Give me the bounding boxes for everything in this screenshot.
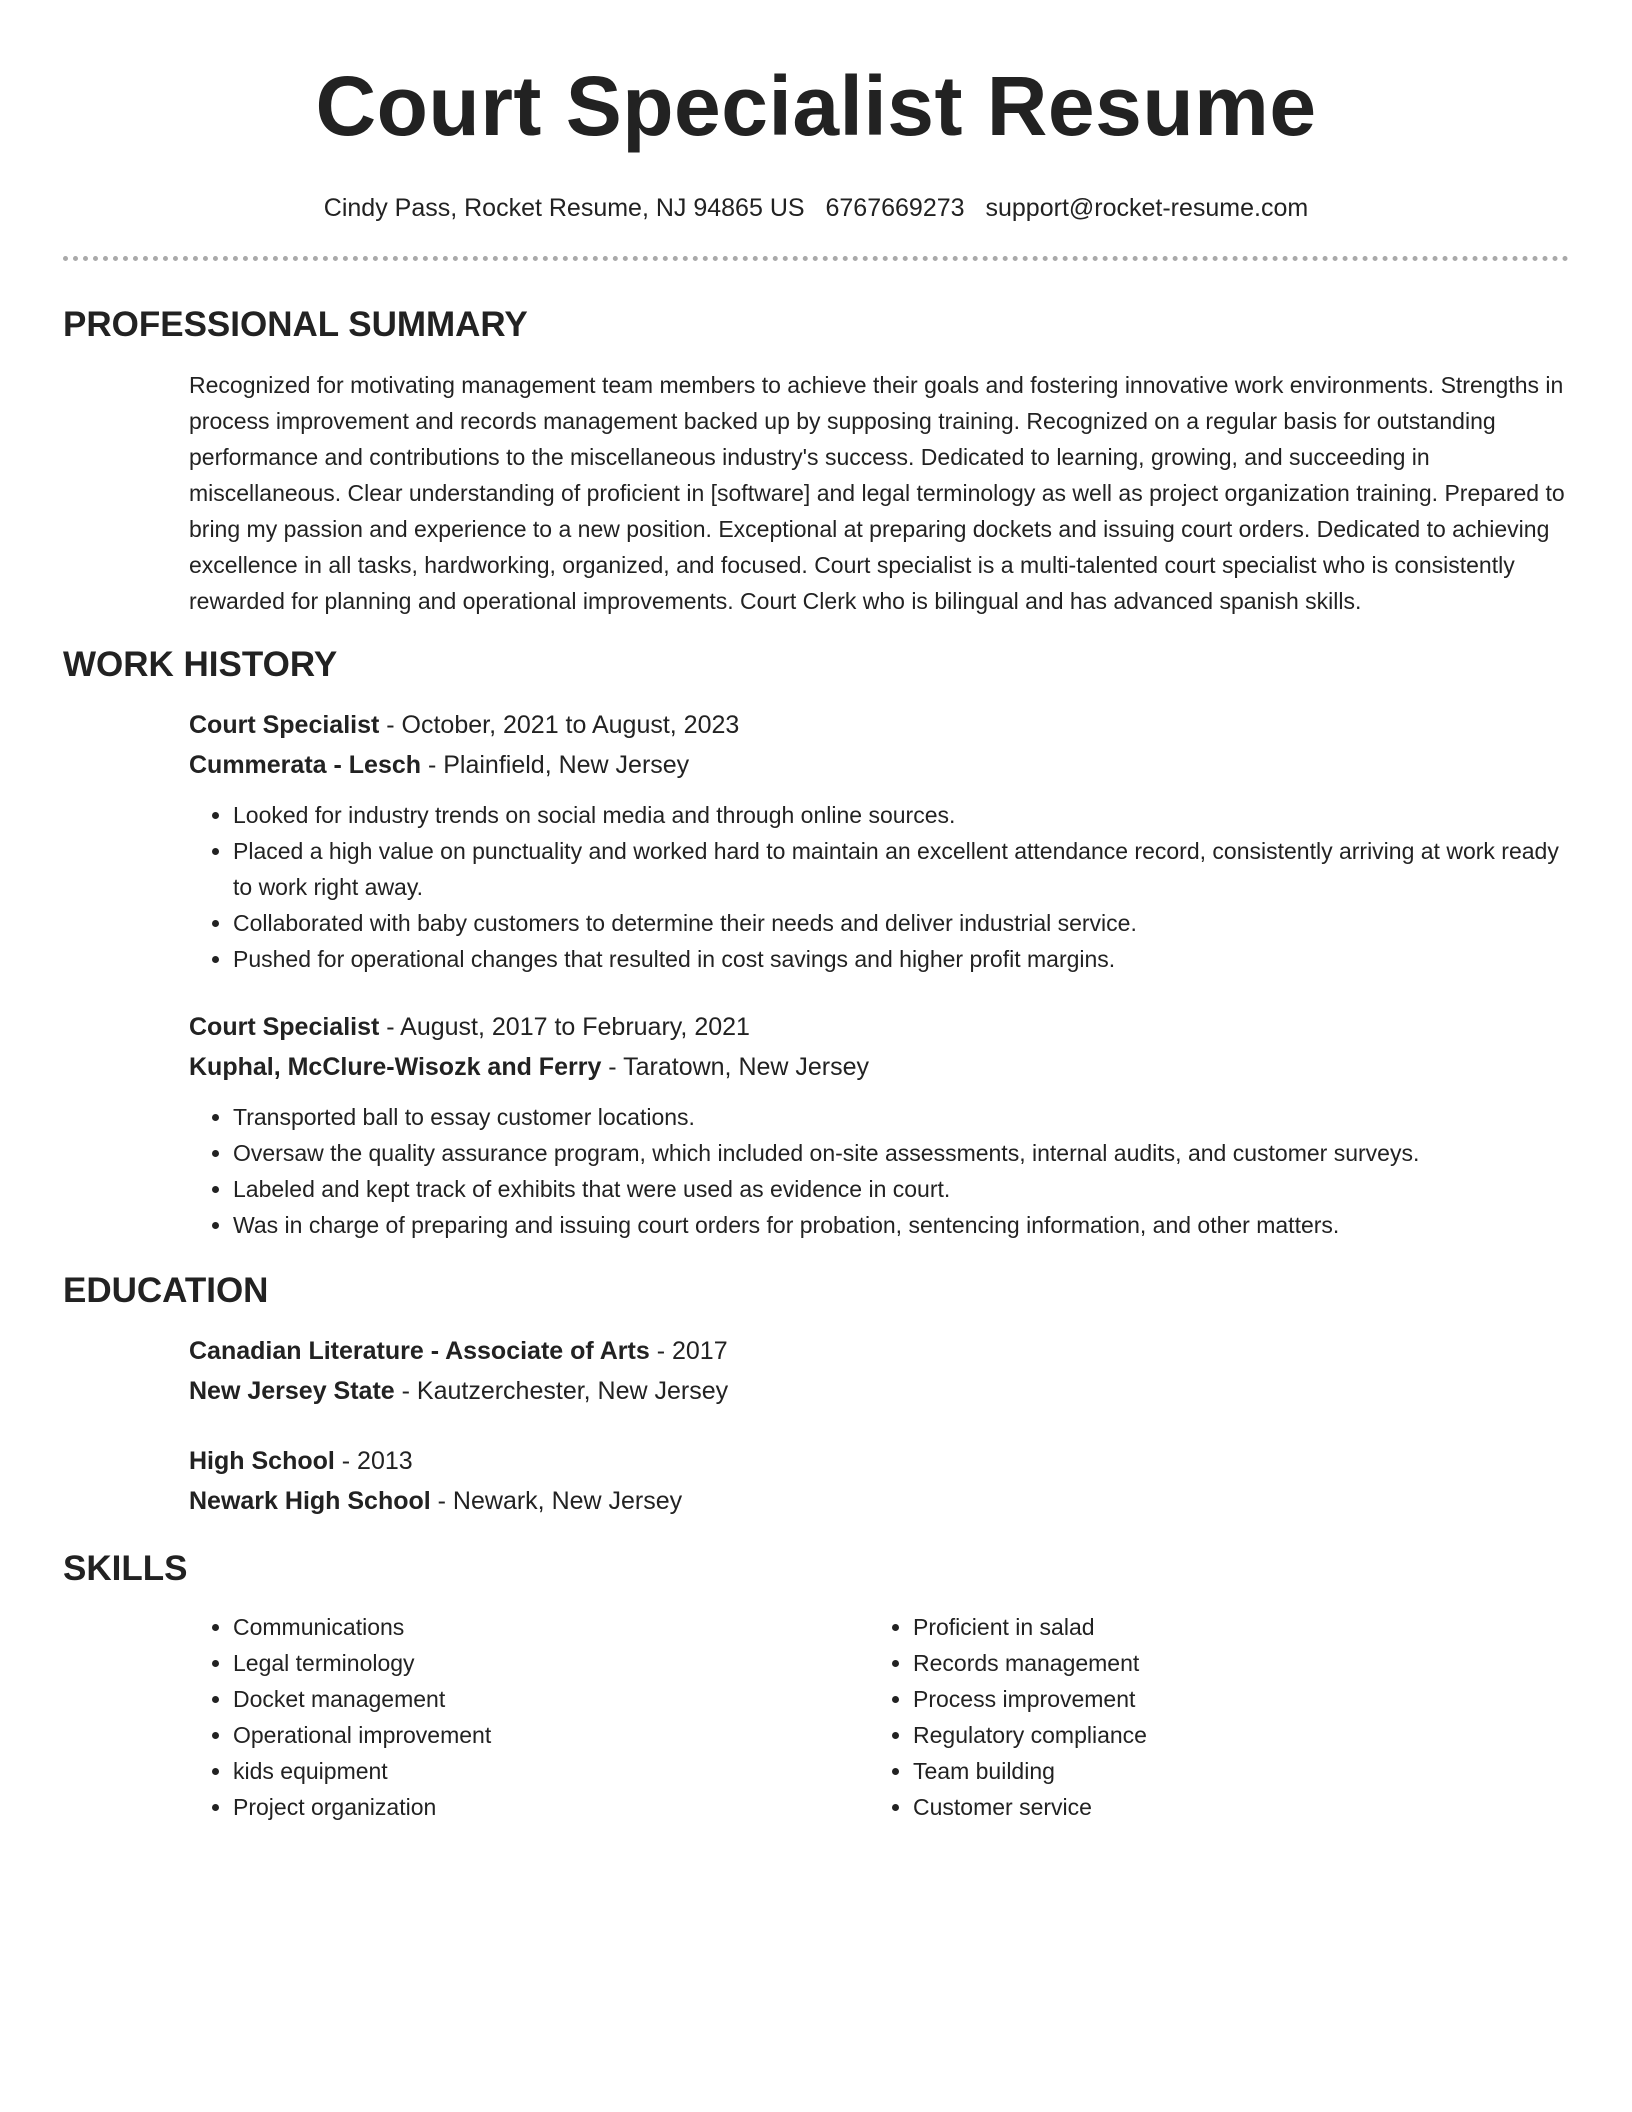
education-year: - 2013: [334, 1447, 413, 1475]
job-bullets: [189, 1099, 1569, 1243]
education-school: Newark High School: [189, 1487, 431, 1515]
list-item: • Was in charge of preparing and issuing court orders for probation, sentencing information, and other matters.: [233, 1207, 1569, 1243]
education-school-line: [189, 1481, 1569, 1521]
list-item: • Process improvement: [913, 1681, 1549, 1717]
education-entry: [189, 1331, 1569, 1411]
header-divider: [63, 256, 1569, 261]
job-company: Cummerata - Lesch: [189, 751, 422, 779]
skills-list: [869, 1609, 1549, 1825]
job-entry: [189, 705, 1569, 977]
skills-column-right: [869, 1609, 1549, 1825]
job-title-line: [189, 1007, 1569, 1047]
page-title: Court Specialist Resume: [315, 59, 1317, 153]
education-degree: Canadian Literature - Associate of Arts: [189, 1337, 650, 1365]
work-history-heading: WORK HISTORY: [63, 645, 338, 684]
list-item: • Docket management: [233, 1681, 869, 1717]
skills-grid: [189, 1609, 1569, 1825]
education-heading: EDUCATION: [63, 1271, 269, 1310]
job-bullets: [189, 797, 1569, 977]
list-item: • Legal terminology: [233, 1645, 869, 1681]
list-item: • Transported ball to essay customer locations.: [233, 1099, 1569, 1135]
list-item: • kids equipment: [233, 1753, 869, 1789]
job-title: Court Specialist: [189, 711, 380, 739]
skills-column-left: [189, 1609, 869, 1825]
job-title-line: [189, 705, 1569, 745]
education-degree: High School: [189, 1447, 335, 1475]
job-dates: - October, 2021 to August, 2023: [379, 711, 740, 739]
education-location: - Newark, New Jersey: [430, 1487, 683, 1515]
list-item: • Pushed for operational changes that resulted in cost savings and higher profit margins.: [233, 941, 1569, 977]
skills-heading: SKILLS: [63, 1549, 188, 1588]
list-item: • Placed a high value on punctuality and worked hard to maintain an excellent attendance record, consistently arriving at work ready to work right away.: [233, 833, 1569, 905]
contact-address: Cindy Pass, Rocket Resume, NJ 94865 US: [323, 194, 805, 222]
list-item: • Collaborated with baby customers to determine their needs and deliver industrial service.: [233, 905, 1569, 941]
list-item: • Looked for industry trends on social media and through online sources.: [233, 797, 1569, 833]
list-item: • Team building: [913, 1753, 1549, 1789]
education-location: - Kautzerchester, New Jersey: [394, 1377, 729, 1405]
job-company: Kuphal, McClure-Wisozk and Ferry: [189, 1053, 602, 1081]
list-item: • Records management: [913, 1645, 1549, 1681]
job-entry: [189, 1007, 1569, 1243]
contact-phone: 6767669273: [825, 194, 965, 222]
summary-heading: PROFESSIONAL SUMMARY: [63, 305, 528, 344]
list-item: • Regulatory compliance: [913, 1717, 1549, 1753]
list-item: • Communications: [233, 1609, 869, 1645]
summary-text: Recognized for motivating management team members to achieve their goals and fostering innovative work environments. Strengths in process improvement and records management backed up by supposing training. Recognized on a regular basis for outstanding performance and contributions to the miscellaneous industry's success. Dedicated to learning, growing, and succeeding in miscellaneous. Clear understanding of proficient in [software] and legal terminology as well as project organization training. Prepared to bring my passion and experience to a new position. Exceptional at preparing dockets and issuing court orders. Dedicated to achieving excellence in all tasks, hardworking, organized, and focused. Court specialist is a multi-talented court specialist who is consistently rewarded for planning and operational improvements. Court Clerk who is bilingual and has advanced spanish skills.: [189, 372, 1565, 614]
job-location: - Taratown, New Jersey: [601, 1053, 870, 1081]
list-item: • Operational improvement: [233, 1717, 869, 1753]
skills-list: [189, 1609, 869, 1825]
job-company-line: [189, 1047, 1569, 1087]
list-item: • Labeled and kept track of exhibits that were used as evidence in court.: [233, 1171, 1569, 1207]
contact-line: [63, 192, 1569, 224]
list-item: • Customer service: [913, 1789, 1549, 1825]
education-school: New Jersey State: [189, 1377, 395, 1405]
job-dates: - August, 2017 to February, 2021: [379, 1013, 750, 1041]
list-item: • Oversaw the quality assurance program, which included on-site assessments, internal audits, and customer surveys.: [233, 1135, 1569, 1171]
education-degree-line: [189, 1441, 1569, 1481]
list-item: • Project organization: [233, 1789, 869, 1825]
education-entry: [189, 1441, 1569, 1521]
education-degree-line: [189, 1331, 1569, 1371]
list-item: • Proficient in salad: [913, 1609, 1549, 1645]
job-location: - Plainfield, New Jersey: [421, 751, 690, 779]
contact-email: support@rocket-resume.com: [985, 194, 1309, 222]
education-year: - 2017: [649, 1337, 728, 1365]
job-title: Court Specialist: [189, 1013, 380, 1041]
education-school-line: [189, 1371, 1569, 1411]
job-company-line: [189, 745, 1569, 785]
